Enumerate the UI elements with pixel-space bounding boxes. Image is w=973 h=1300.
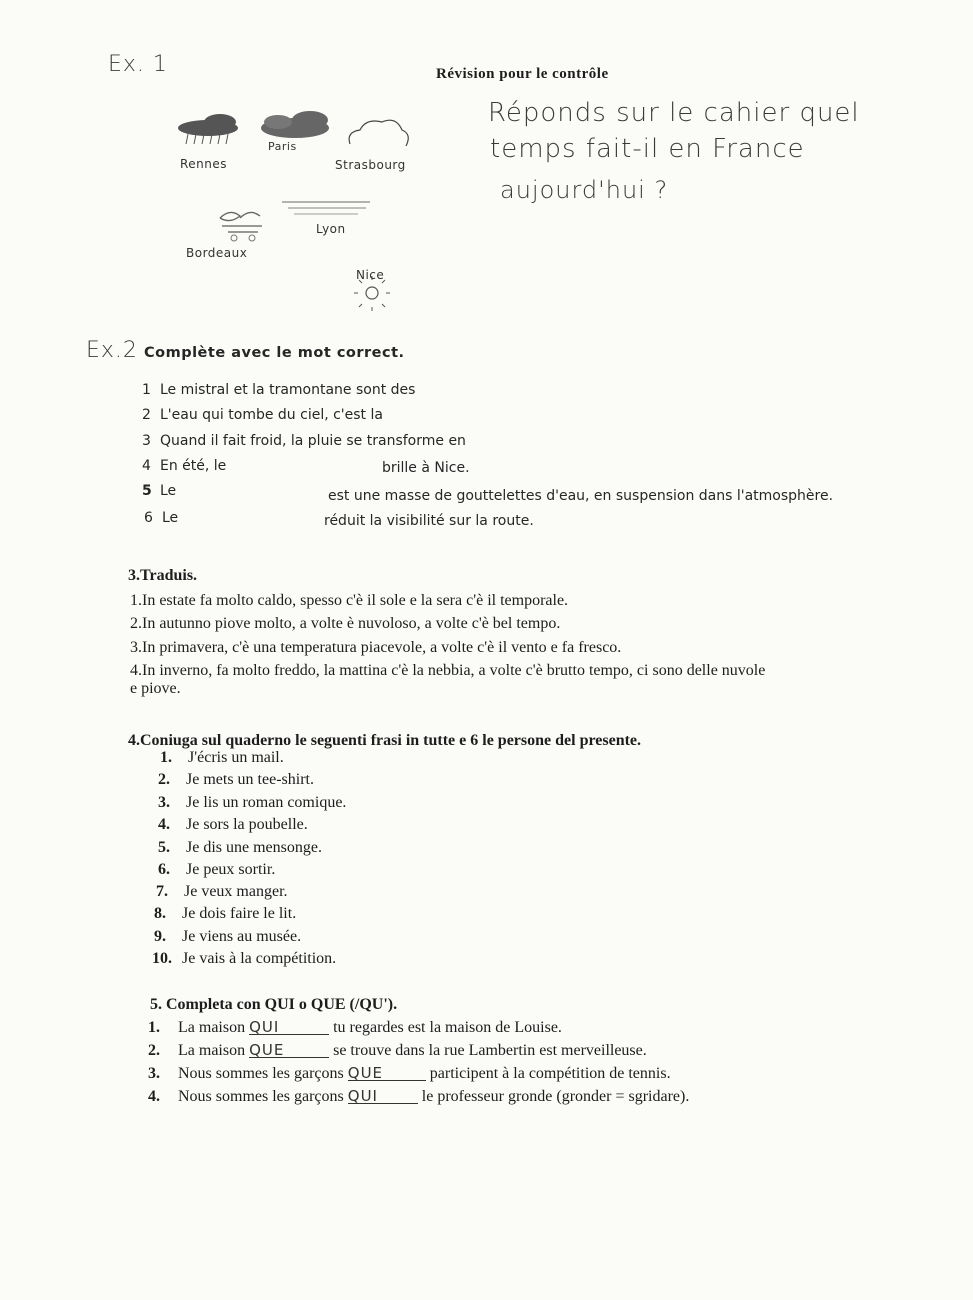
item-text: Je viens au musée.	[182, 928, 302, 945]
ex2-item-6	[144, 510, 178, 526]
city-nice: Nice	[356, 268, 385, 282]
ex3-item-1: 1.In estate fa molto caldo, spesso c'è il sole e la sera c'è il temporale.	[130, 592, 569, 609]
item-text: Je dis une mensonge.	[186, 839, 322, 856]
handwritten-line-2: temps fait-il en France	[490, 134, 805, 164]
ex5-item-2	[148, 1041, 647, 1060]
item-number: 4.	[148, 1088, 160, 1105]
item-number: 2.	[148, 1042, 160, 1059]
item-text: Quand il fait froid, la pluie se transforme en	[160, 433, 466, 449]
answer-blank: QUE	[249, 1041, 329, 1058]
item-number: 4	[142, 458, 151, 474]
ex4-item-10	[152, 950, 336, 968]
ex2-item-3	[142, 433, 466, 449]
ex5-title: 5. Completa con QUI o QUE (/QU').	[150, 996, 398, 1013]
handwritten-line-1: Réponds sur le cahier quel	[488, 98, 860, 128]
answer-blank: QUE	[348, 1064, 426, 1081]
city-paris: Paris	[268, 140, 297, 153]
item-number: 4.	[158, 816, 170, 833]
item-text: Je mets un tee-shirt.	[186, 771, 314, 788]
ex4-item-7	[156, 883, 288, 901]
ex5-item-1	[148, 1018, 562, 1037]
item-after: tu regardes est la maison de Louise.	[333, 1019, 562, 1036]
ex4-item-5	[158, 839, 322, 857]
ex4-item-2	[158, 771, 314, 789]
ex3-item-4: 4.In inverno, fa molto freddo, la mattina c'è la nebbia, a volte c'è brutto tempo, ci sono delle nuvole	[130, 662, 766, 679]
city-lyon: Lyon	[316, 222, 346, 236]
ex3-item-3: 3.In primavera, c'è una temperatura piacevole, a volte c'è il vento e fa fresco.	[130, 639, 622, 656]
ex2-title: Complète avec le mot correct.	[144, 345, 405, 361]
item-number: 7.	[156, 883, 168, 900]
item-text: Je vais à la compétition.	[182, 950, 337, 967]
city-strasbourg: Strasbourg	[335, 158, 406, 172]
item-number: 1.	[160, 749, 172, 766]
item-text: Le	[162, 510, 179, 526]
fog-icon	[282, 202, 370, 214]
item-text: En été, le	[160, 458, 227, 474]
item-number: 1	[142, 382, 151, 398]
item-before: La maison	[178, 1042, 246, 1059]
ex2-item-4	[142, 458, 226, 474]
item-after: le professeur gronde (gronder = sgridare).	[421, 1088, 690, 1105]
ex1-title: Révision pour le contrôle	[436, 66, 609, 82]
ex2-item-5-end: est une masse de gouttelettes d'eau, en suspension dans l'atmosphère.	[328, 488, 834, 504]
ex4-item-1	[160, 749, 284, 767]
ex2-item-1	[142, 382, 415, 398]
item-number: 2.	[158, 771, 170, 788]
item-number: 8.	[154, 905, 166, 922]
ex4-item-8	[154, 905, 296, 923]
item-text: J'écris un mail.	[188, 749, 284, 766]
item-number: 9.	[154, 928, 166, 945]
item-text: Je dois faire le lit.	[182, 905, 297, 922]
city-rennes: Rennes	[180, 157, 228, 171]
item-text: L'eau qui tombe du ciel, c'est la	[160, 407, 383, 423]
item-before: Nous sommes les garçons	[178, 1065, 344, 1082]
item-number: 3.	[148, 1065, 160, 1082]
item-number: 3.	[158, 794, 170, 811]
ex4-item-3	[158, 794, 346, 812]
item-after: se trouve dans la rue Lambertin est merveilleuse.	[333, 1042, 647, 1059]
item-text: Je lis un roman comique.	[186, 794, 347, 811]
handwritten-line-3: aujourd'hui ?	[500, 176, 669, 204]
ex4-item-4	[158, 816, 308, 834]
ex4-item-9	[154, 928, 301, 946]
ex2-item-2	[142, 407, 383, 423]
answer-blank: QUI	[348, 1087, 418, 1104]
item-text: Le	[160, 483, 177, 499]
ex5-item-4	[148, 1087, 689, 1106]
item-number: 6	[144, 510, 153, 526]
ex5-item-3	[148, 1064, 671, 1083]
item-before: Nous sommes les garçons	[178, 1088, 344, 1105]
ex2-item-6-end: réduit la visibilité sur la route.	[324, 513, 534, 529]
item-number: 5	[142, 483, 152, 499]
ex4-item-6	[158, 861, 275, 879]
item-text: Je sors la poubelle.	[186, 816, 308, 833]
ex4-title: 4.Coniuga sul quaderno le seguenti frasi in tutte e 6 le persone del presente.	[128, 732, 642, 749]
outline-cloud-icon	[349, 120, 408, 146]
item-after: participent à la compétition de tennis.	[429, 1065, 671, 1082]
ex2-label: Ex.2	[86, 338, 138, 363]
ex3-title: 3.Traduis.	[128, 567, 198, 584]
ex3-item-2: 2.In autunno piove molto, a volte è nuvoloso, a volte c'è bel tempo.	[130, 615, 561, 632]
answer-blank: QUI	[249, 1018, 329, 1035]
item-number: 6.	[158, 861, 170, 878]
item-text: Je veux manger.	[184, 883, 288, 900]
ex2-item-4-end: brille à Nice.	[382, 460, 470, 476]
ex3-item-4-cont: e piove.	[130, 680, 181, 697]
wind-icon	[220, 212, 262, 241]
item-text: Je peux sortir.	[186, 861, 276, 878]
item-number: 2	[142, 407, 151, 423]
item-number: 3	[142, 433, 151, 449]
city-bordeaux: Bordeaux	[186, 246, 248, 260]
item-number: 10.	[152, 950, 172, 967]
item-number: 5.	[158, 839, 170, 856]
item-text: Le mistral et la tramontane sont des	[160, 382, 416, 398]
item-number: 1.	[148, 1019, 160, 1036]
weather-map	[170, 108, 440, 338]
ex1-label: Ex. 1	[108, 52, 168, 77]
rain-cloud-icon	[178, 114, 238, 144]
cloud-icon	[261, 111, 329, 138]
ex2-item-5	[142, 483, 176, 499]
item-before: La maison	[178, 1019, 246, 1036]
